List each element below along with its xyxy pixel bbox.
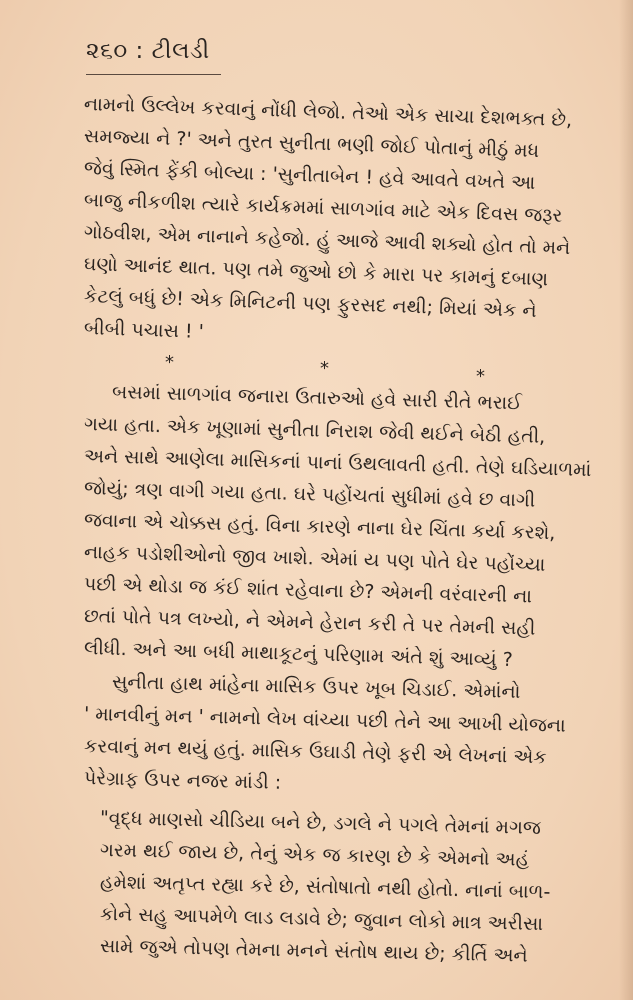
text-line: અને સાથે આણેલા માસિકનાં પાનાં ઉથલાવતી હતી. તેણે ઘડિયાળમાં	[83, 445, 592, 482]
text-line: ગોઠવીશ, એમ નાનાને કહેજો. હું આજે આવી શક્યો હોત તો મને	[83, 221, 571, 260]
quote-line: હમેશાં અતૃપ્ત રહ્યા કરે છે, સંતોષાતો નથી હોતો. નાનાં બાળ-	[99, 871, 551, 904]
text-line: કેટલું બધું છે! એક મિનિટની પણ ફુરસદ નથી; મિયાં એક ને	[83, 285, 537, 323]
text-line: કરવાનું મન થયું હતું. માસિક ઉઘાડી તેણે ફરી એ લેખનાં એક	[83, 735, 548, 769]
text-line: જવાના એ ચોક્કસ હતું. વિના કારણે નાના ઘેર ચિંતા કર્યા કરશે,	[83, 509, 556, 545]
text-line: પછી એ થોડા જ કંઈ શાંત રહેવાના છે? એમની વરંવારની ના	[83, 573, 533, 608]
text-line: જેવું સ્મિત ફેંકી બોલ્યા : 'સુનીતાબેન ! હવે આવતે વખતે આ	[83, 157, 536, 194]
text-line: ' માનવીનું મન ' નામનો લેખ વાંચ્યા પછી તેને આ આખી યોજના	[83, 703, 566, 737]
text-line: ઘણો આનંદ થાત. પણ તમે જુઓ છો કે મારા પર કામનું દબાણ	[83, 253, 549, 291]
text-line: બીબી પચાસ ! '	[83, 317, 205, 343]
page-edge-shadow	[619, 0, 633, 1000]
quote-line: સામે જુએ તોપણ તેમના મનને સંતોષ થાય છે; કીર્તિ અને	[99, 935, 528, 967]
section-break-star: *	[320, 358, 329, 379]
text-line: પેરેગ્રાફ ઉપર નજર માંડી :	[83, 767, 282, 794]
text-line: નાહક પડોશીઓનો જીવ ખાશે. એમાં ય પણ પોતે ઘેર પહોંચ્યા	[83, 541, 546, 576]
quote-line: "વૃદ્ધ માણસો ચીડિયા બને છે, ડગલે ને પગલે તેમનાં મગજ	[99, 807, 542, 840]
text-line: બાજુ નીકળીશ ત્યારે કાર્યક્રમમાં સાળગાંવ માટે એક દિવસ જરૂર	[83, 189, 563, 227]
quote-line: ગરમ થઈ જાય છે, તેનું એક જ કારણ છે કે એમનો અહં	[99, 839, 530, 871]
page-number: ૨૬૦	[86, 38, 128, 64]
text-line: બસમાં સાળગાંવ જનારા ઉતારુઓ હવે સારી રીતે ભરાઈ	[111, 381, 523, 415]
text-line: લીધી. અને આ બધી માથાકૂટનું પરિણામ અંતે શું આવ્યું ?	[83, 637, 514, 671]
running-title: ટીલડી	[151, 38, 210, 64]
quote-line: કોને સહુ આપમેળે લાડ લડાવે છે; જુવાન લોકો માત્ર અરીસા	[99, 903, 544, 936]
section-break-star: *	[476, 366, 485, 387]
text-line: સમજ્યા ને ?' અને તુરત સુનીતા ભણી જોઈ પોતાનું મીઠું મધ	[83, 125, 540, 163]
text-line: નામનો ઉલ્લેખ કરવાનું નોંધી લેજો. તેઓ એક સાચા દેશભક્ત છે,	[83, 93, 573, 132]
section-break	[0, 350, 633, 387]
text-line: ગયા હતા. એક ખૂણામાં સુનીતા નિરાશ જેવી થઈને બેઠી હતી,	[83, 413, 546, 448]
text-line: જોયું; ત્રણ વાગી ગયા હતા. ઘરે પહોંચતાં સુધીમાં હવે છ વાગી	[83, 477, 536, 512]
text-line: સુનીતા હાથ માંહેના માસિક ઉપર ખૂબ ચિડાઈ. એમાંનો	[111, 671, 521, 703]
section-break-star: *	[165, 352, 174, 373]
text-line: છતાં પોતે પત્ર લખ્યો, ને એમને હેરાન કરી તે પર તેમની સહી	[83, 605, 536, 640]
header-separator: :	[135, 38, 144, 64]
